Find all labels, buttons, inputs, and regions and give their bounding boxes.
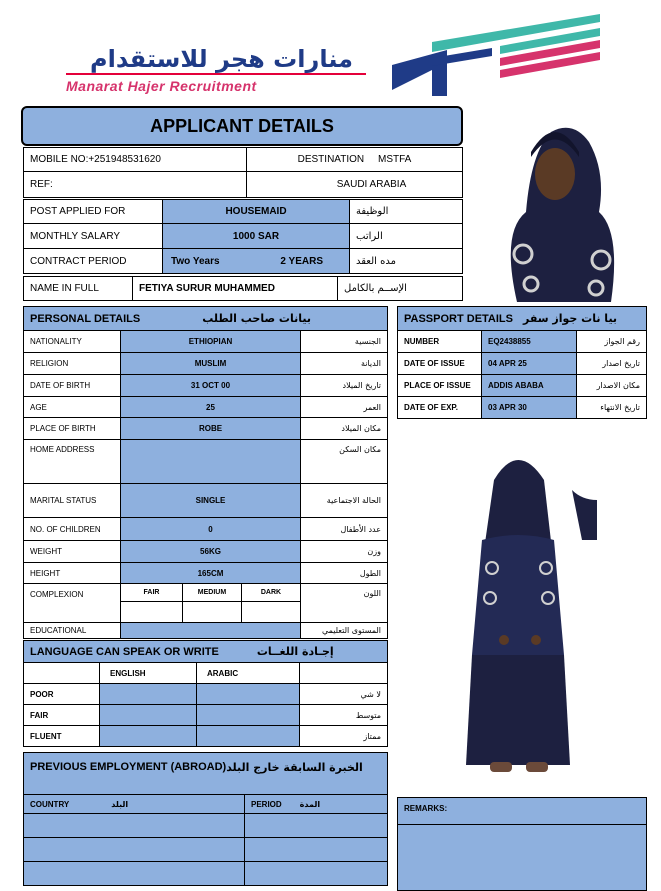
- page-title: [21, 106, 463, 146]
- personal-rows-6-ar-text: الحالة الاجتماعية: [326, 496, 381, 505]
- personal-header: [23, 306, 388, 331]
- contract-years: 2 YEARS: [280, 255, 323, 267]
- complexion-medium: [182, 583, 242, 602]
- language-arabic-cell: [196, 704, 300, 726]
- employment-period-head: [244, 794, 388, 814]
- passport-ar: [576, 374, 647, 397]
- personal-label: [23, 517, 121, 541]
- educational-value: [120, 622, 301, 639]
- language-rows-1-ar-text: متوسط: [355, 710, 381, 720]
- language-english-head: [99, 662, 197, 684]
- employment-country-ar: البلد: [111, 799, 129, 809]
- name-ar: [337, 276, 463, 301]
- personal-rows-1-value-text: MUSLIM: [194, 359, 227, 368]
- personal-rows-5-ar-text: مكان السكن: [339, 445, 381, 454]
- full-body-figure: [432, 440, 597, 784]
- language-title: LANGUAGE CAN SPEAK OR WRITE: [30, 645, 219, 658]
- language-ar-head: [299, 662, 388, 684]
- employment-row: [23, 837, 245, 862]
- job-1-label-text: MONTHLY SALARY: [30, 230, 121, 242]
- language-level-ar: [299, 704, 388, 726]
- passport-title-ar: بيا نات جواز سفر: [523, 312, 618, 325]
- portrait-figure: [471, 112, 634, 302]
- personal-complexion-ar-text: اللون: [363, 589, 381, 598]
- language-arabic-cell: [196, 683, 300, 705]
- mobile-text: MOBILE NO:+251948531620: [30, 154, 161, 165]
- language-level-label: [23, 725, 100, 747]
- personal-rows-2-ar-text: تاريخ الميلاد: [342, 381, 381, 390]
- language-english-text: ENGLISH: [110, 668, 146, 678]
- destination-label: DESTINATION: [297, 154, 365, 165]
- personal-rows-8-value-text: 56KG: [200, 547, 221, 556]
- language-rows-1-label-text: FAIR: [30, 710, 49, 720]
- personal-complexion-dark-text: DARK: [260, 589, 282, 596]
- personal-rows-4-value-text: ROBE: [198, 424, 223, 433]
- employment-title-ar: الخبرة السابقة خارج البلد: [226, 761, 363, 774]
- personal-ar: [300, 374, 388, 397]
- employment-row: [244, 837, 388, 862]
- personal-label: [23, 540, 121, 563]
- language-english-cell: [99, 704, 197, 726]
- language-rows-2-label-text: FLUENT: [30, 731, 62, 741]
- passport-rows-2-ar-text: مكان الاصدار: [596, 381, 640, 390]
- personal-ar: [300, 330, 388, 353]
- complexion-dark: [241, 583, 301, 602]
- personal-educational-label-text: EDUCATIONAL: [30, 626, 87, 635]
- personal-ar: [300, 562, 388, 584]
- complexion-fair: [120, 583, 183, 602]
- personal-ar: [300, 417, 388, 440]
- remarks-box: [397, 797, 647, 891]
- language-arabic-text: ARABIC: [207, 668, 239, 678]
- job-value-1: [162, 223, 350, 249]
- personal-rows-7-ar-text: عدد الأطفال: [340, 524, 381, 534]
- personal-ar: [300, 439, 388, 484]
- mobile-number: [23, 147, 247, 172]
- job-label-0: [23, 199, 163, 224]
- personal-value: [120, 352, 301, 375]
- logo-roof-icon: [392, 10, 606, 96]
- personal-complexion-label-text: COMPLEXION: [30, 590, 84, 599]
- complexion-ar: [300, 583, 388, 623]
- destination: [246, 147, 463, 172]
- name-label: [23, 276, 133, 301]
- remarks-label: REMARKS:: [404, 804, 448, 813]
- passport-label: [397, 396, 482, 419]
- logo-underline: [66, 73, 366, 75]
- personal-rows-1-label-text: RELIGION: [30, 359, 69, 368]
- language-header: [23, 640, 388, 663]
- employment-row: [23, 861, 245, 886]
- personal-rows-8-ar-text: وزن: [367, 547, 381, 556]
- passport-rows-3-ar-text: تاريخ الانتهاء: [600, 403, 640, 412]
- passport-rows-0-label-text: NUMBER: [404, 337, 440, 346]
- passport-rows-1-label-text: DATE OF ISSUE: [404, 359, 465, 368]
- passport-label: [397, 352, 482, 375]
- personal-rows-9-ar-text: الطول: [359, 568, 381, 578]
- personal-rows-6-label-text: MARITAL STATUS: [30, 496, 97, 505]
- personal-complexion-fair-text: FAIR: [143, 589, 160, 596]
- job-1-ar-text: الراتب: [356, 230, 383, 242]
- passport-title: PASSPORT DETAILS: [404, 312, 513, 325]
- employment-period-ar: المدة: [299, 799, 321, 809]
- language-title-ar: إجـادة اللغــات: [256, 645, 334, 658]
- job-ar-0: [349, 199, 463, 224]
- passport-rows-0-ar-text: رقم الجواز: [604, 337, 640, 346]
- job-0-label-text: POST APPLIED FOR: [30, 206, 126, 217]
- personal-rows-4-label-text: PLACE OF BIRTH: [30, 424, 96, 433]
- personal-value: [120, 396, 301, 418]
- job-label-2: [23, 248, 163, 274]
- personal-value: [120, 483, 301, 518]
- employment-country-head: [23, 794, 245, 814]
- personal-complexion-medium-text: MEDIUM: [197, 589, 227, 596]
- personal-value: [120, 417, 301, 440]
- passport-rows-3-label-text: DATE OF EXP.: [404, 403, 458, 412]
- passport-header: [397, 306, 647, 331]
- job-ar-2: [349, 248, 463, 274]
- complexion-dark-box: [241, 601, 301, 623]
- complexion-medium-box: [182, 601, 242, 623]
- language-level-label: [23, 704, 100, 726]
- portrait-photo: [471, 112, 634, 302]
- passport-rows-2-label-text: PLACE OF ISSUE: [404, 381, 471, 390]
- complexion-fair-box: [120, 601, 183, 623]
- language-arabic-cell: [196, 725, 300, 747]
- job-2-ar-text: مده العقد: [356, 255, 396, 267]
- personal-label: [23, 439, 121, 484]
- destination-value: MSTFA: [378, 154, 412, 165]
- language-blank-head: [23, 662, 100, 684]
- personal-rows-1-ar-text: الديانة: [360, 359, 381, 368]
- personal-ar: [300, 483, 388, 518]
- personal-label: [23, 483, 121, 518]
- language-level-ar: [299, 725, 388, 747]
- name-ar-text: الإســم بالكامل: [344, 283, 407, 294]
- personal-label: [23, 330, 121, 353]
- personal-rows-7-value-text: 0: [208, 524, 213, 534]
- passport-label: [397, 330, 482, 353]
- personal-rows-0-label-text: NATIONALITY: [30, 337, 82, 346]
- personal-title: PERSONAL DETAILS: [30, 312, 141, 325]
- country-text: SAUDI ARABIA: [336, 179, 407, 190]
- personal-title-ar: بيانات صاحب الطلب: [202, 312, 311, 325]
- job-0-ar-text: الوظيفة: [356, 206, 389, 217]
- employment-row: [23, 813, 245, 838]
- complexion-label: [23, 583, 121, 623]
- personal-rows-3-value-text: 25: [206, 402, 215, 412]
- language-arabic-head: [196, 662, 300, 684]
- name-value: [132, 276, 338, 301]
- personal-ar: [300, 352, 388, 375]
- personal-rows-0-ar-text: الجنسية: [354, 337, 381, 346]
- destination-country: [246, 171, 463, 198]
- employment-period-label: PERIOD: [251, 799, 282, 809]
- job-1-value-text: 1000 SAR: [232, 230, 280, 242]
- language-english-cell: [99, 683, 197, 705]
- personal-rows-6-value-text: SINGLE: [195, 496, 226, 505]
- personal-value: [120, 540, 301, 563]
- language-rows-0-label-text: POOR: [30, 689, 54, 699]
- passport-value: [481, 374, 577, 397]
- passport-ar: [576, 396, 647, 419]
- job-value-0: [162, 199, 350, 224]
- personal-value: [120, 439, 301, 484]
- personal-rows-5-label-text: HOME ADDRESS: [30, 445, 95, 454]
- logo: [60, 45, 380, 95]
- logo-arabic-name: منارات هجر للاستقدام: [90, 45, 353, 73]
- ref: [23, 171, 247, 198]
- job-value-2: [162, 248, 350, 274]
- passport-rows-3-value-text: 03 APR 30: [488, 403, 527, 412]
- page-title-text: APPLICANT DETAILS: [150, 115, 334, 136]
- job-label-1: [23, 223, 163, 249]
- contract-text: Two Years: [171, 255, 220, 267]
- personal-value: [120, 517, 301, 541]
- name-value-text: FETIYA SURUR MUHAMMED: [139, 283, 275, 294]
- personal-label: [23, 374, 121, 397]
- personal-rows-3-ar-text: العمر: [363, 402, 381, 412]
- employment-title: PREVIOUS EMPLOYMENT (ABROAD): [30, 761, 227, 773]
- passport-rows-2-value-text: ADDIS ABABA: [488, 381, 544, 390]
- employment-country-label: COUNTRY: [30, 799, 70, 809]
- passport-rows-1-value-text: 04 APR 25: [488, 359, 527, 368]
- passport-value: [481, 396, 577, 419]
- personal-value: [120, 562, 301, 584]
- language-rows-0-ar-text: لا شي: [360, 689, 381, 699]
- passport-rows-0-value-text: EQ2438855: [488, 337, 531, 346]
- personal-rows-9-value-text: 165CM: [197, 568, 224, 578]
- personal-ar: [300, 540, 388, 563]
- language-level-ar: [299, 683, 388, 705]
- job-ar-1: [349, 223, 463, 249]
- passport-rows-1-ar-text: تاريخ اصدار: [602, 359, 640, 368]
- personal-rows-8-label-text: WEIGHT: [30, 547, 62, 556]
- personal-label: [23, 417, 121, 440]
- personal-rows-0-value-text: ETHIOPIAN: [188, 337, 233, 346]
- personal-rows-2-value-text: 31 OCT 00: [190, 381, 231, 390]
- personal-value: [120, 330, 301, 353]
- personal-label: [23, 396, 121, 418]
- personal-rows-4-ar-text: مكان الميلاد: [341, 424, 381, 433]
- employment-row: [244, 813, 388, 838]
- passport-ar: [576, 330, 647, 353]
- personal-rows-2-label-text: DATE OF BIRTH: [30, 381, 91, 390]
- educational-label: [23, 622, 121, 639]
- personal-ar: [300, 517, 388, 541]
- language-english-cell: [99, 725, 197, 747]
- name-label-text: NAME IN FULL: [30, 283, 99, 294]
- language-rows-2-ar-text: ممتاز: [363, 731, 381, 741]
- personal-educational-ar-text: المستوى التعليمي: [321, 626, 381, 635]
- passport-ar: [576, 352, 647, 375]
- personal-rows-3-label-text: AGE: [30, 402, 47, 412]
- employment-header: [23, 752, 388, 795]
- personal-rows-9-label-text: HEIGHT: [30, 568, 61, 578]
- language-level-label: [23, 683, 100, 705]
- ref-label: REF:: [30, 179, 53, 190]
- educational-ar: [300, 622, 388, 639]
- personal-label: [23, 352, 121, 375]
- passport-value: [481, 352, 577, 375]
- personal-label: [23, 562, 121, 584]
- employment-row: [244, 861, 388, 886]
- logo-english-name: Manarat Hajer Recruitment: [66, 78, 257, 94]
- job-2-label-text: CONTRACT PERIOD: [30, 255, 127, 267]
- personal-value: [120, 374, 301, 397]
- full-body-photo: [432, 440, 597, 784]
- passport-value: [481, 330, 577, 353]
- personal-ar: [300, 396, 388, 418]
- remarks-divider: [397, 824, 647, 825]
- passport-label: [397, 374, 482, 397]
- job-0-value-text: HOUSEMAID: [225, 206, 287, 217]
- personal-rows-7-label-text: NO. OF CHILDREN: [30, 524, 101, 534]
